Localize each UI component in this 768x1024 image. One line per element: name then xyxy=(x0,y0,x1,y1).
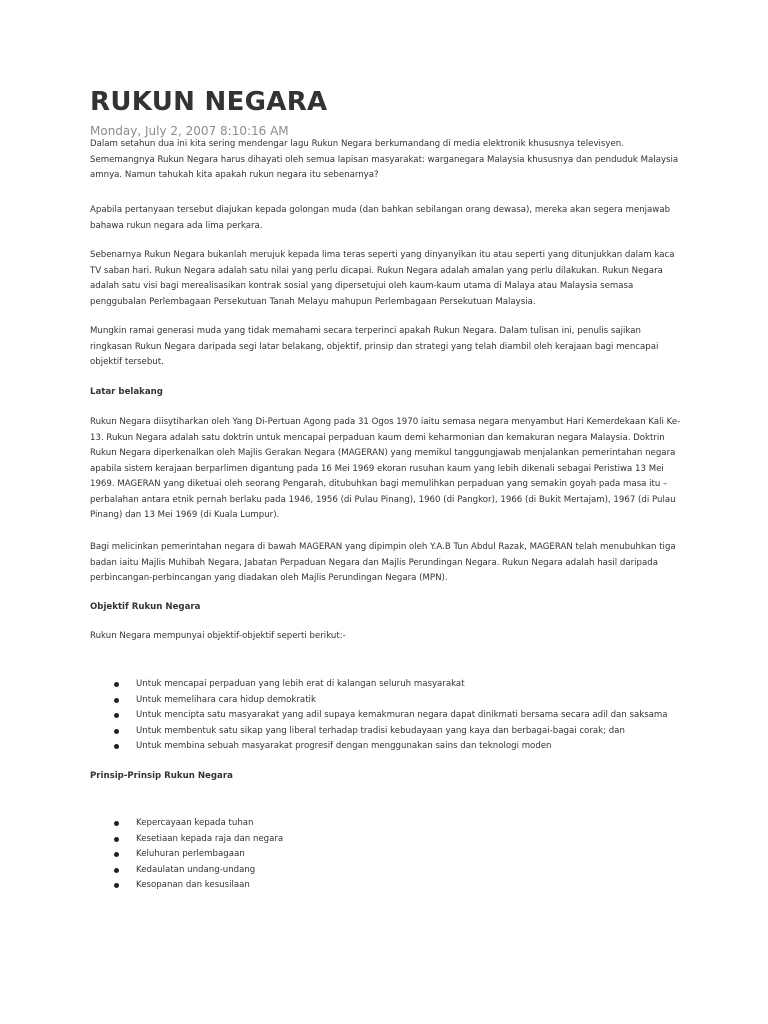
list-item-text: Keluhuran perlembagaan xyxy=(136,849,245,859)
intro-paragraph-4: Mungkin ramai generasi muda yang tidak memahami secara terperinci apakah Rukun Negara. Dalam tulisan ini, penulis sajikan ringkasan Rukun Negara daripada segi latar belakang, objektif, prinsip dan strategi yang telah diambil oleh kerajaan bagi mencapai objektif tersebut. xyxy=(90,326,659,367)
list-item-text: Kesetiaan kepada raja dan negara xyxy=(136,833,284,844)
list-item xyxy=(90,832,682,848)
intro-paragraph-3: Sebenarnya Rukun Negara bukanlah merujuk kepada lima teras seperti yang dinyanyikan itu atau seperti yang ditunjukkan dalam kaca TV saban hari. Rukun Negara adalah satu nilai yang perlu dicapai. Rukun Negara adalah amalan yang perlu dilakukan. Rukun Negara adalah satu visi bagi merealisasikan kontrak sosial yang dipersetujui oleh kaum-kaum utama di Malaya atau Malaysia semasa penggubalan Perlembagaan Persekutuan Tanah Melayu mahupun Perlembagaan Persekutuan Malaysia. xyxy=(90,250,675,307)
bullet-icon xyxy=(114,744,119,749)
latar-paragraph-1: Rukun Negara diisytiharkan oleh Yang Di-Pertuan Agong pada 31 Ogos 1970 iaitu semasa negara menyambut Hari Kemerdekaan Kali Ke-13. Rukun Negara adalah satu doktrin untuk mencapai perpaduan kaum demi keharmonian dan kemakuran negara Malaysia. Doktrin Rukun Negara diperkenalkan oleh Majlis Gerakan Negara (MAGERAN) yang memikul tanggungjawab menjalankan pemerintahan negara apabila sistem kerajaan berparlimen digantung pada 16 Mei 1969 ekoran rusuhan kaum yang lebih dikenali sebagai Peristiwa 13 Mei 1969. MAGERAN yang diketuai oleh seorang Pengarah, ditubuhkan bagi memulihkan perpaduan yang semakin goyah pada masa itu – perbalahan antara etnik pernah berlaku pada 1946, 1956 (di Pulau Pinang), 1960 (di Pangkor), 1966 (di Bukit Mertajam), 1967 (di Pulau Pinang) dan 13 Mei 1969 (di Kuala Lumpur). xyxy=(90,417,681,520)
objektif-intro: Rukun Negara mempunyai objektif-objektif seperti berikut:- xyxy=(90,631,346,641)
list-item-text: Untuk membina sebuah masyarakat progresif dengan menggunakan sains dan teknologi moden xyxy=(136,741,552,751)
bullet-icon xyxy=(114,868,119,873)
list-item-text: Untuk memelihara cara hidup demokratik xyxy=(136,694,316,705)
prinsip-list xyxy=(90,816,682,894)
bullet-icon xyxy=(114,837,119,842)
post-date: Monday, July 2, 2007 8:10:16 AM xyxy=(90,124,289,138)
bullet-icon xyxy=(114,821,119,826)
list-item xyxy=(90,724,682,740)
latar-paragraph-2: Bagi melicinkan pemerintahan negara di bawah MAGERAN yang dipimpin oleh Y.A.B Tun Abdul Razak, MAGERAN telah menubuhkan tiga badan iaitu Majlis Muhibah Negara, Jabatan Perpaduan Negara dan Majlis Perundingan Negara. Rukun Negara adalah hasil daripada perbincangan-perbincangan yang diadakan oleh Majlis Perundingan Negara (MPN). xyxy=(90,542,676,583)
list-item-text: Untuk mencapai perpaduan yang lebih erat di kalangan seluruh masyarakat xyxy=(136,679,465,689)
list-item-text: Kesopanan dan kesusilaan xyxy=(136,880,250,890)
list-item xyxy=(90,863,682,879)
list-item xyxy=(90,739,682,755)
bullet-icon xyxy=(114,698,119,703)
page-title: RUKUN NEGARA xyxy=(90,87,328,117)
list-item xyxy=(90,693,682,709)
list-item-text: Kedaulatan undang-undang xyxy=(136,864,256,875)
list-item xyxy=(90,878,682,894)
list-item-text: Untuk mencipta satu masyarakat yang adil supaya kemakmuran negara dapat dinikmati bersama secara adil dan saksama xyxy=(136,710,668,720)
bullet-icon xyxy=(114,682,119,687)
bullet-icon xyxy=(114,713,119,718)
objektif-list xyxy=(90,677,682,755)
bullet-icon xyxy=(114,883,119,888)
list-item-text: Untuk membentuk satu sikap yang liberal terhadap tradisi kebudayaan yang kaya dan berbagai-bagai corak; dan xyxy=(136,725,625,736)
section-heading-latar: Latar belakang xyxy=(90,387,163,397)
bullet-icon xyxy=(114,852,119,857)
list-item xyxy=(90,708,682,724)
list-item xyxy=(90,816,682,832)
list-item xyxy=(90,677,682,693)
list-item-text: Kepercayaan kepada tuhan xyxy=(136,818,254,828)
intro-paragraph-1: Dalam setahun dua ini kita sering mendengar lagu Rukun Negara berkumandang di media elektronik khususnya televisyen. Sememangnya Rukun Negara harus dihayati oleh semua lapisan masyarakat: warganegara Malaysia khususnya dan penduduk Malaysia amnya. Namun tahukah kita apakah rukun negara itu sebenarnya? xyxy=(90,139,679,180)
intro-paragraph-2: Apabila pertanyaan tersebut diajukan kepada golongan muda (dan bahkan sebilangan orang dewasa), mereka akan segera menjawab bahawa rukun negara ada lima perkara. xyxy=(90,205,671,231)
section-heading-prinsip: Prinsip-Prinsip Rukun Negara xyxy=(90,771,233,781)
list-item xyxy=(90,847,682,863)
bullet-icon xyxy=(114,729,119,734)
section-heading-objektif: Objektif Rukun Negara xyxy=(90,602,201,612)
